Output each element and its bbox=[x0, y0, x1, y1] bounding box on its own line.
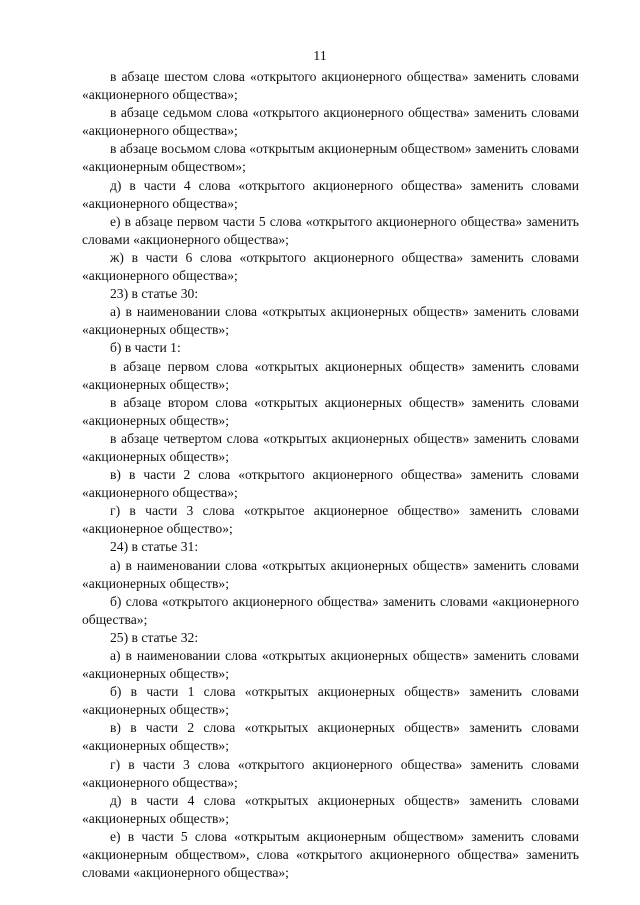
paragraph: д) в части 4 слова «открытого акционерного общества» заменить словами «акционерного общества»; bbox=[82, 177, 579, 211]
paragraph: 25) в статье 32: bbox=[110, 629, 199, 645]
paragraph: ж) в части 6 слова «открытого акционерного общества» заменить словами «акционерного общества»; bbox=[82, 249, 579, 284]
paragraph: е) в абзаце первом части 5 слова «открытого акционерного общества» заменить словами «акционерного общества»; bbox=[82, 213, 579, 247]
paragraph: 23) в статье 30: bbox=[110, 286, 199, 302]
paragraph: в абзаце четвертом слова «открытых акционерных обществ» заменить словами «акционерных обществ»; bbox=[82, 430, 579, 464]
paragraph: б) в части 1 слова «открытых акционерных обществ» заменить словами «акционерных обществ»; bbox=[82, 684, 579, 718]
paragraph: б) слова «открытого акционерного общества» заменить словами «акционерного общества»; bbox=[82, 593, 579, 627]
paragraph: а) в наименовании слова «открытых акционерных обществ» заменить словами «акционерных обществ»; bbox=[82, 648, 579, 682]
paragraph: а) в наименовании слова «открытых акционерных обществ» заменить словами «акционерных обществ»; bbox=[82, 557, 579, 591]
paragraph: б) в части 1: bbox=[110, 340, 181, 356]
paragraph: г) в части 3 слова «открытое акционерное общество» заменить словами «акционерное общество»; bbox=[82, 503, 579, 537]
paragraph: в абзаце шестом слова «открытого акционерного общества» заменить словами «акционерного общества»; bbox=[82, 69, 579, 103]
paragraph: в абзаце восьмом слова «открытым акционерным обществом» заменить словами «акционерным обществом»; bbox=[82, 141, 579, 175]
paragraph: в абзаце седьмом слова «открытого акционерного общества» заменить словами «акционерного общества»; bbox=[82, 105, 579, 139]
paragraph: а) в наименовании слова «открытых акционерных обществ» заменить словами «акционерных обществ»; bbox=[82, 304, 579, 338]
paragraph: е) в части 5 слова «открытым акционерным обществом» заменить словами «акционерным обществом», слова «открытого акционерного общества» заменить словами «акционерного общества»; bbox=[82, 828, 579, 881]
paragraph: в абзаце втором слова «открытых акционерных обществ» заменить словами «акционерных обществ»; bbox=[82, 394, 579, 428]
document-body bbox=[82, 68, 579, 882]
paragraph: д) в части 4 слова «открытых акционерных обществ» заменить словами «акционерных обществ»; bbox=[82, 792, 579, 826]
paragraph: г) в части 3 слова «открытого акционерного общества» заменить словами «акционерного общества»; bbox=[82, 756, 579, 790]
paragraph: в абзаце первом слова «открытых акционерных обществ» заменить словами «акционерных обществ»; bbox=[82, 358, 579, 392]
paragraph: в) в части 2 слова «открытых акционерных обществ» заменить словами «акционерных обществ»; bbox=[82, 720, 579, 754]
paragraph: 24) в статье 31: bbox=[110, 539, 199, 555]
page-number: 11 bbox=[313, 49, 327, 64]
paragraph: в) в части 2 слова «открытого акционерного общества» заменить словами «акционерного общества»; bbox=[82, 467, 579, 501]
